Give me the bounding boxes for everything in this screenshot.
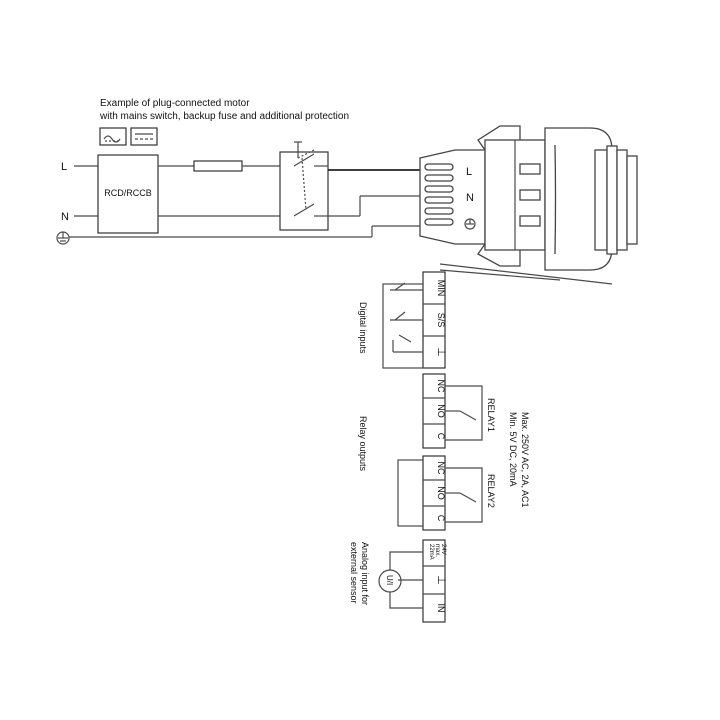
plug-connector [420, 126, 637, 284]
relay1-terminal-C: C [436, 432, 446, 440]
relay-spec-line-2: Min. 5V DC, 20mA [508, 412, 518, 487]
plug-terminal-L: L [466, 166, 473, 178]
analog-input-block [379, 540, 447, 622]
plug-terminal-N: N [466, 192, 474, 204]
title-line-1: Example of plug-connected motor [100, 98, 250, 109]
label-digital-inputs: Digital inputs [358, 302, 368, 354]
relay1-name: RELAY1 [486, 398, 496, 432]
label-relay-outputs: Relay outputs [358, 416, 368, 472]
terminal-ground: ⊥ [435, 347, 447, 357]
analog-terminal-max: max. [434, 544, 440, 558]
supply-label-N: N [61, 211, 69, 223]
label-analog-line-1: Analog input for [360, 542, 370, 606]
terminal-MIN: MIN [436, 279, 446, 297]
analog-terminal-24V: 24V [440, 544, 446, 555]
dc-sensitivity-icon [131, 128, 157, 145]
digital-inputs-block [383, 272, 447, 368]
relay-spec-line-1: Max. 250V AC, 2A, AC1 [520, 412, 530, 508]
relay1-terminal-NC: NC [436, 379, 446, 393]
relay1-terminal-NO: NO [436, 404, 446, 418]
relay2-terminal-NO: NO [436, 486, 446, 500]
label-analog-line-2: external sensor [349, 542, 359, 604]
backup-fuse [194, 161, 242, 171]
analog-terminal-ground: ⊥ [435, 575, 447, 585]
relay1-block [423, 374, 482, 448]
title-line-2: with mains switch, backup fuse and additional protection [100, 111, 350, 122]
sensor-label: U/I [385, 575, 394, 586]
terminal-S-S: S/S [436, 312, 446, 328]
earth-icon [57, 232, 69, 244]
supply-label-L: L [61, 161, 68, 173]
analog-terminal-22mA: 22mA [428, 544, 434, 560]
relay2-block [398, 456, 482, 530]
relay2-terminal-C: C [436, 514, 446, 522]
relay2-name: RELAY2 [486, 474, 496, 508]
ac-sensitivity-icon [100, 128, 126, 145]
analog-terminal-IN: IN [436, 603, 446, 613]
relay2-terminal-NC: NC [436, 461, 446, 475]
rcd-label: RCD/RCCB [104, 188, 152, 198]
